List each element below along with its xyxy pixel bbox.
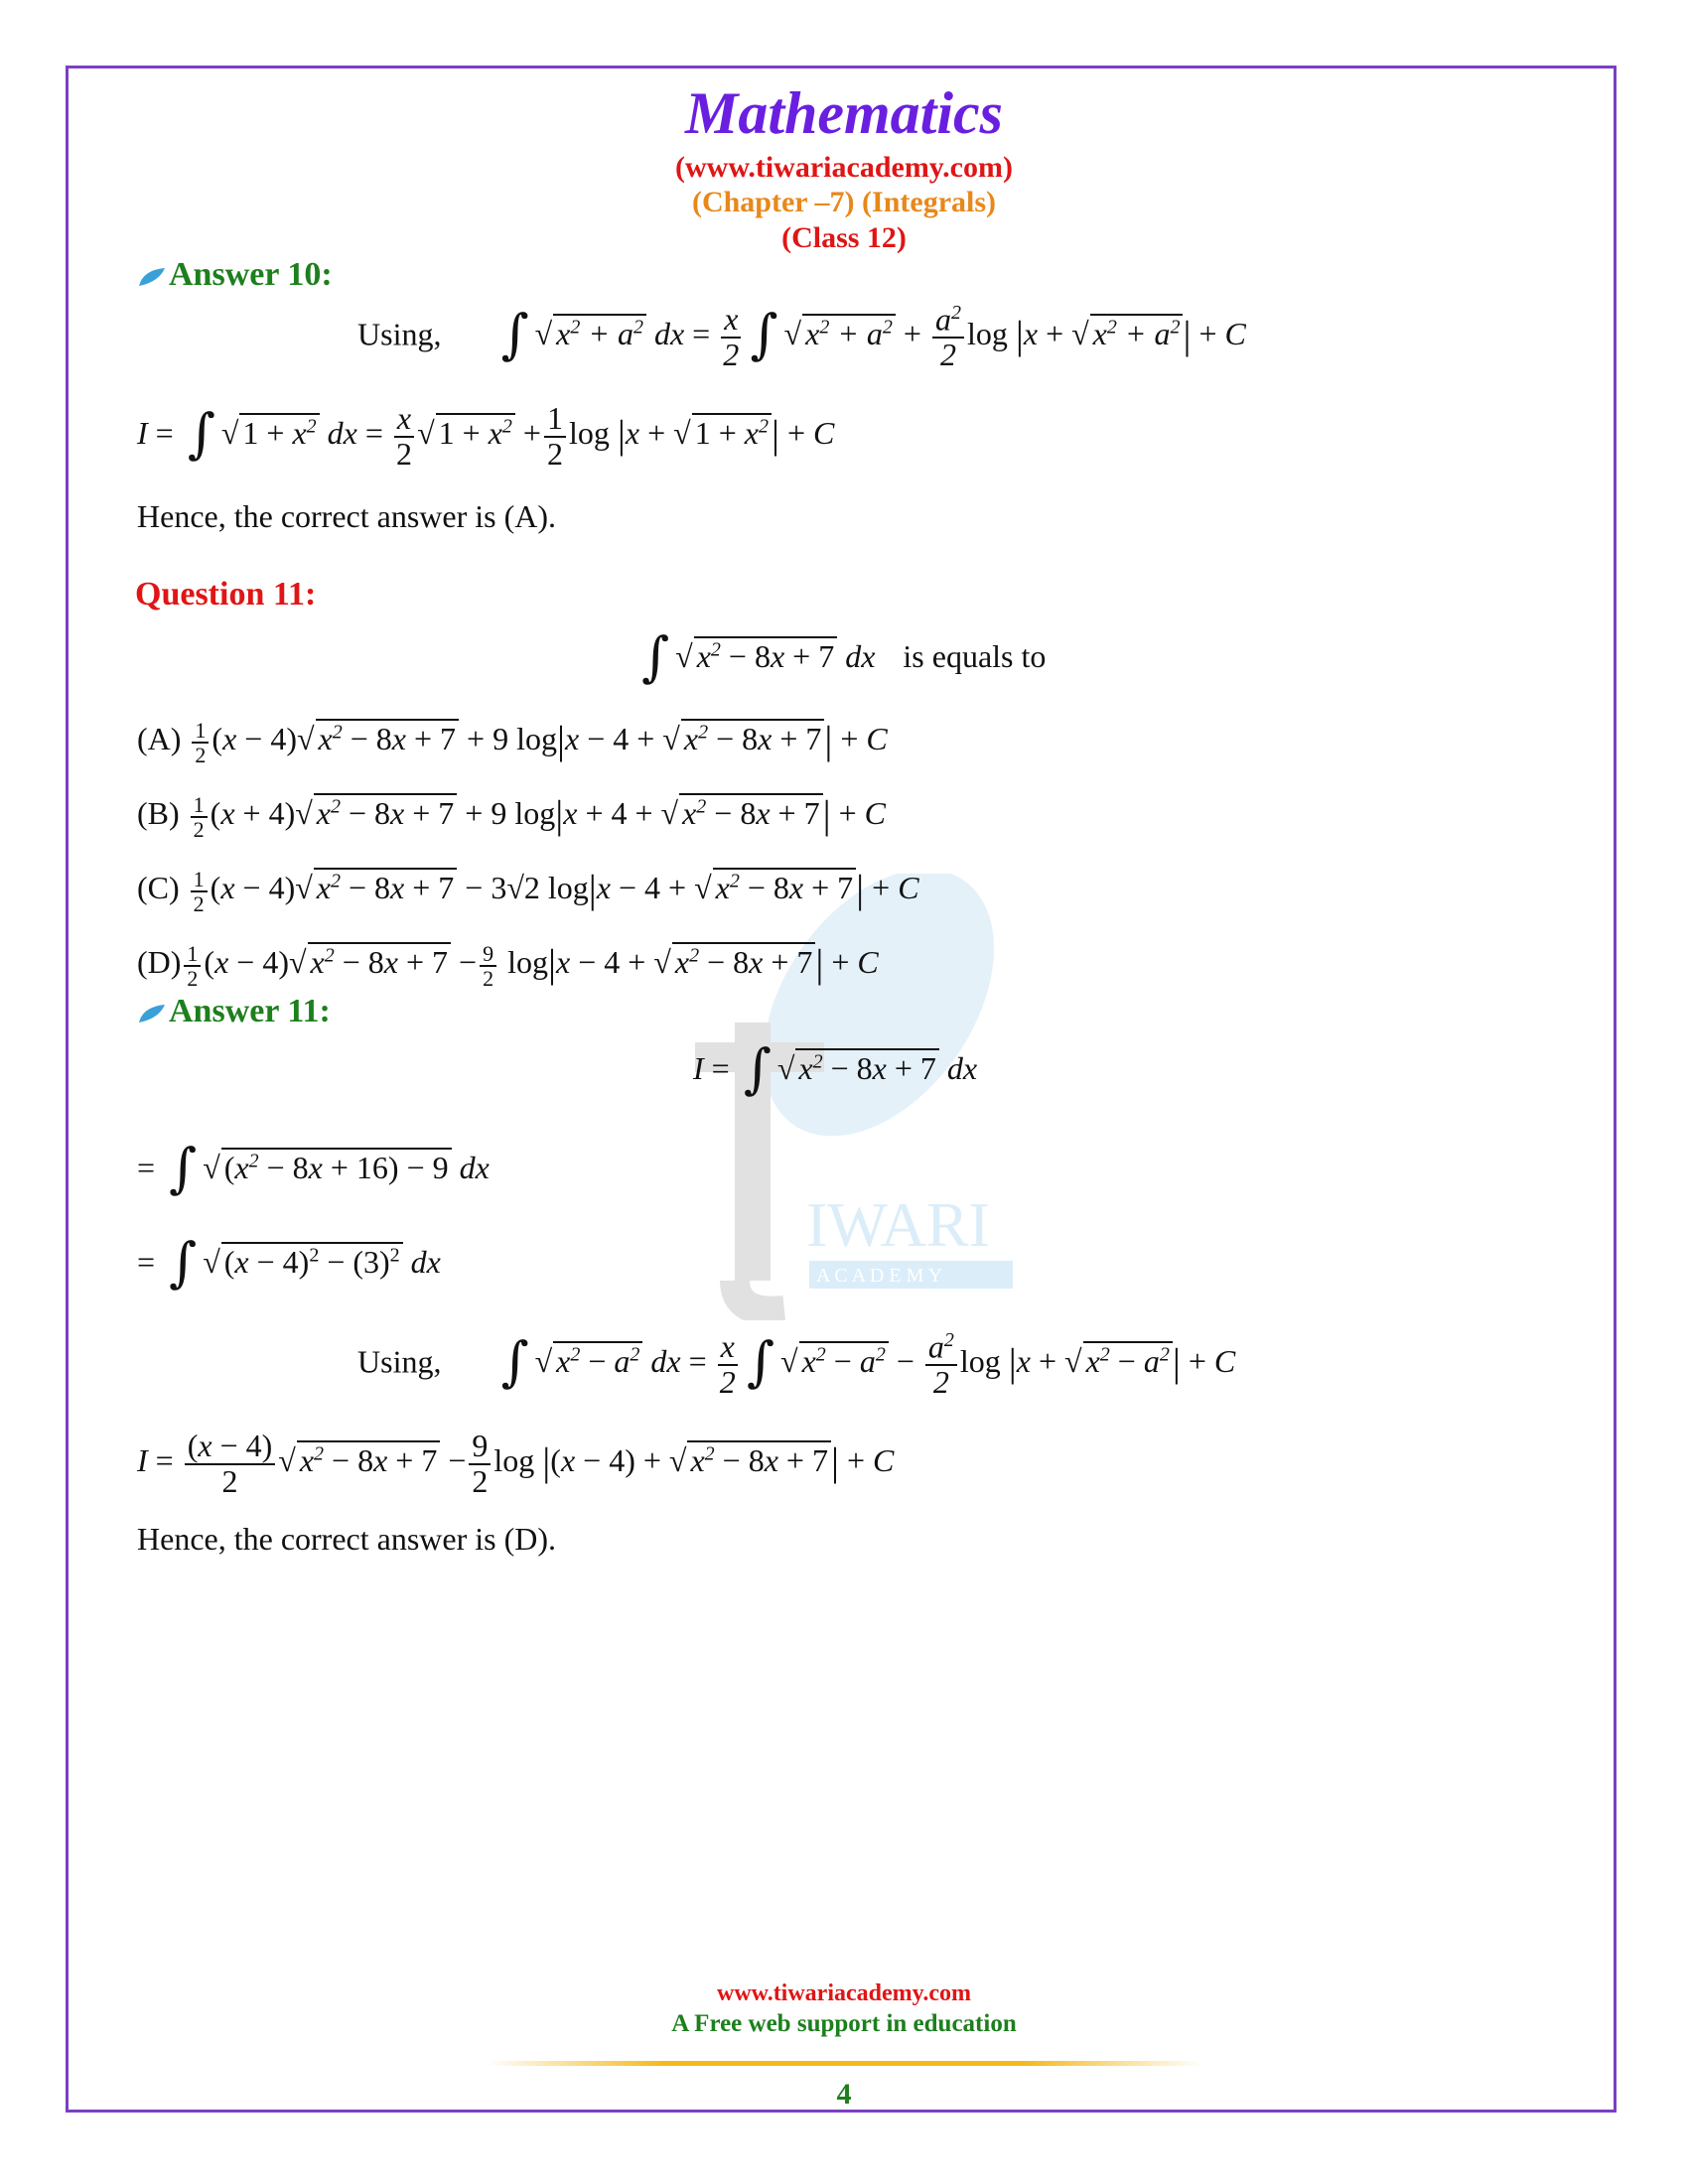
option-b-label: (B) xyxy=(137,795,180,831)
answer-10-formula-line xyxy=(357,303,1246,372)
option-c-label: (C) xyxy=(137,870,180,905)
option-a-label: (A) xyxy=(137,721,182,756)
answer-10-heading-text: Answer 10: xyxy=(169,256,333,293)
answer-10-solution: I = ∫ √ $1 + x^2$ dx = $\frac{x}{2}$ √ $1 + x^2$ + $\frac{1}{2}$ log |x + √ $1 + x^2| + C$ xyxy=(137,400,835,472)
tiwari-logo-icon xyxy=(137,266,167,288)
option-a: (A) $\frac{1}{2}$ (x − 4)√ $x^2 - 8x + 7 + 9$ log|x − 4 + √ $x^2 - 8x + 7| + C$ xyxy=(137,717,888,767)
watermark-academy: A C A D E M Y xyxy=(816,1265,943,1287)
question-11-prompt-suffix: is equals to xyxy=(903,638,1047,674)
option-d-label: (D) xyxy=(137,944,182,980)
answer-11-heading-text: Answer 11: xyxy=(169,993,331,1029)
answer-10-using: Using, xyxy=(357,316,442,352)
answer-11-formula-line xyxy=(357,1330,1235,1400)
option-b: (B) $\frac{1}{2}$ (x + 4)√ $x^2 - 8x + 7 + 9$ log|x + 4 + √ $x^2 - 8x + 7| + C$ xyxy=(137,791,886,842)
page-title: Mathematics xyxy=(684,80,1003,146)
tiwari-logo-icon xyxy=(137,1003,167,1024)
answer-11-solution: I = $\frac{(x - 4)}{2}$ √ $x^2 - 8x + 7$ − $\frac{9}{2}$ log |(x − 4) + √ $x^2 - 8x + 7| + C$ xyxy=(137,1428,895,1499)
footer-site: www.tiwariacademy.com xyxy=(717,1980,971,2006)
option-d: (D) $\frac{1}{2}$ (x − 4)√ $x^2 - 8x + 7$ − $\frac{9}{2}$ log|x − 4 + √ $x^2 - 8x + 7| + C$ xyxy=(137,940,879,991)
page-number: 4 xyxy=(836,2078,852,2111)
watermark-iwari: IWARI xyxy=(806,1189,990,1260)
footer-tagline: A Free web support in education xyxy=(671,2010,1017,2037)
answer-11-standard-formula: ∫ √ $x^2 - a^2$ dx = $\frac{x}{2}$ ∫ √ $x^2 - a^2$ − $\frac{a^2}{2}$ log |x + √ $x^2 - a^2| + C$ xyxy=(500,1328,1236,1401)
answer-11-step-1: I = ∫ √ $x^2 - 8x + 7$ dx xyxy=(693,1037,978,1100)
answer-10-conclusion: Hence, the correct answer is (A). xyxy=(137,498,557,534)
footer-divider xyxy=(487,2061,1201,2066)
header-chapter: (Chapter –7) (Integrals) xyxy=(691,186,997,218)
answer-10-standard-formula: ∫ √ $x^2 + a^2$ dx = $\frac{x}{2}$ ∫ √ $x^2 + a^2$ + $\frac{a^2}{2}$ log |x + √ $x^2 + a^2| + C$ xyxy=(500,301,1246,373)
answer-11-step-2: = ∫ √ $(x^2 - 8x + 16) - 9$ dx xyxy=(137,1137,490,1199)
header-class: (Class 12) xyxy=(781,221,907,254)
question-11-heading: Question 11: xyxy=(135,576,317,613)
option-c: (C) $\frac{1}{2}$ (x − 4)√ $x^2 - 8x + 7 - 3√2$ log|x − 4 + √ $x^2 - 8x + 7| + C$ xyxy=(137,866,919,916)
answer-11-using: Using, xyxy=(357,1343,442,1380)
header-site: (www.tiwariacademy.com) xyxy=(675,151,1013,184)
answer-11-conclusion: Hence, the correct answer is (D). xyxy=(137,1521,557,1557)
question-11-prompt: ∫ √ $x^2 - 8x + 7$ dx is equals to xyxy=(641,625,1047,688)
answer-11-step-3: = ∫ √ $(x - 4)^2 - (3)^2$ dx xyxy=(137,1231,441,1294)
answer-11-heading xyxy=(137,993,331,1030)
answer-10-heading xyxy=(137,256,333,294)
